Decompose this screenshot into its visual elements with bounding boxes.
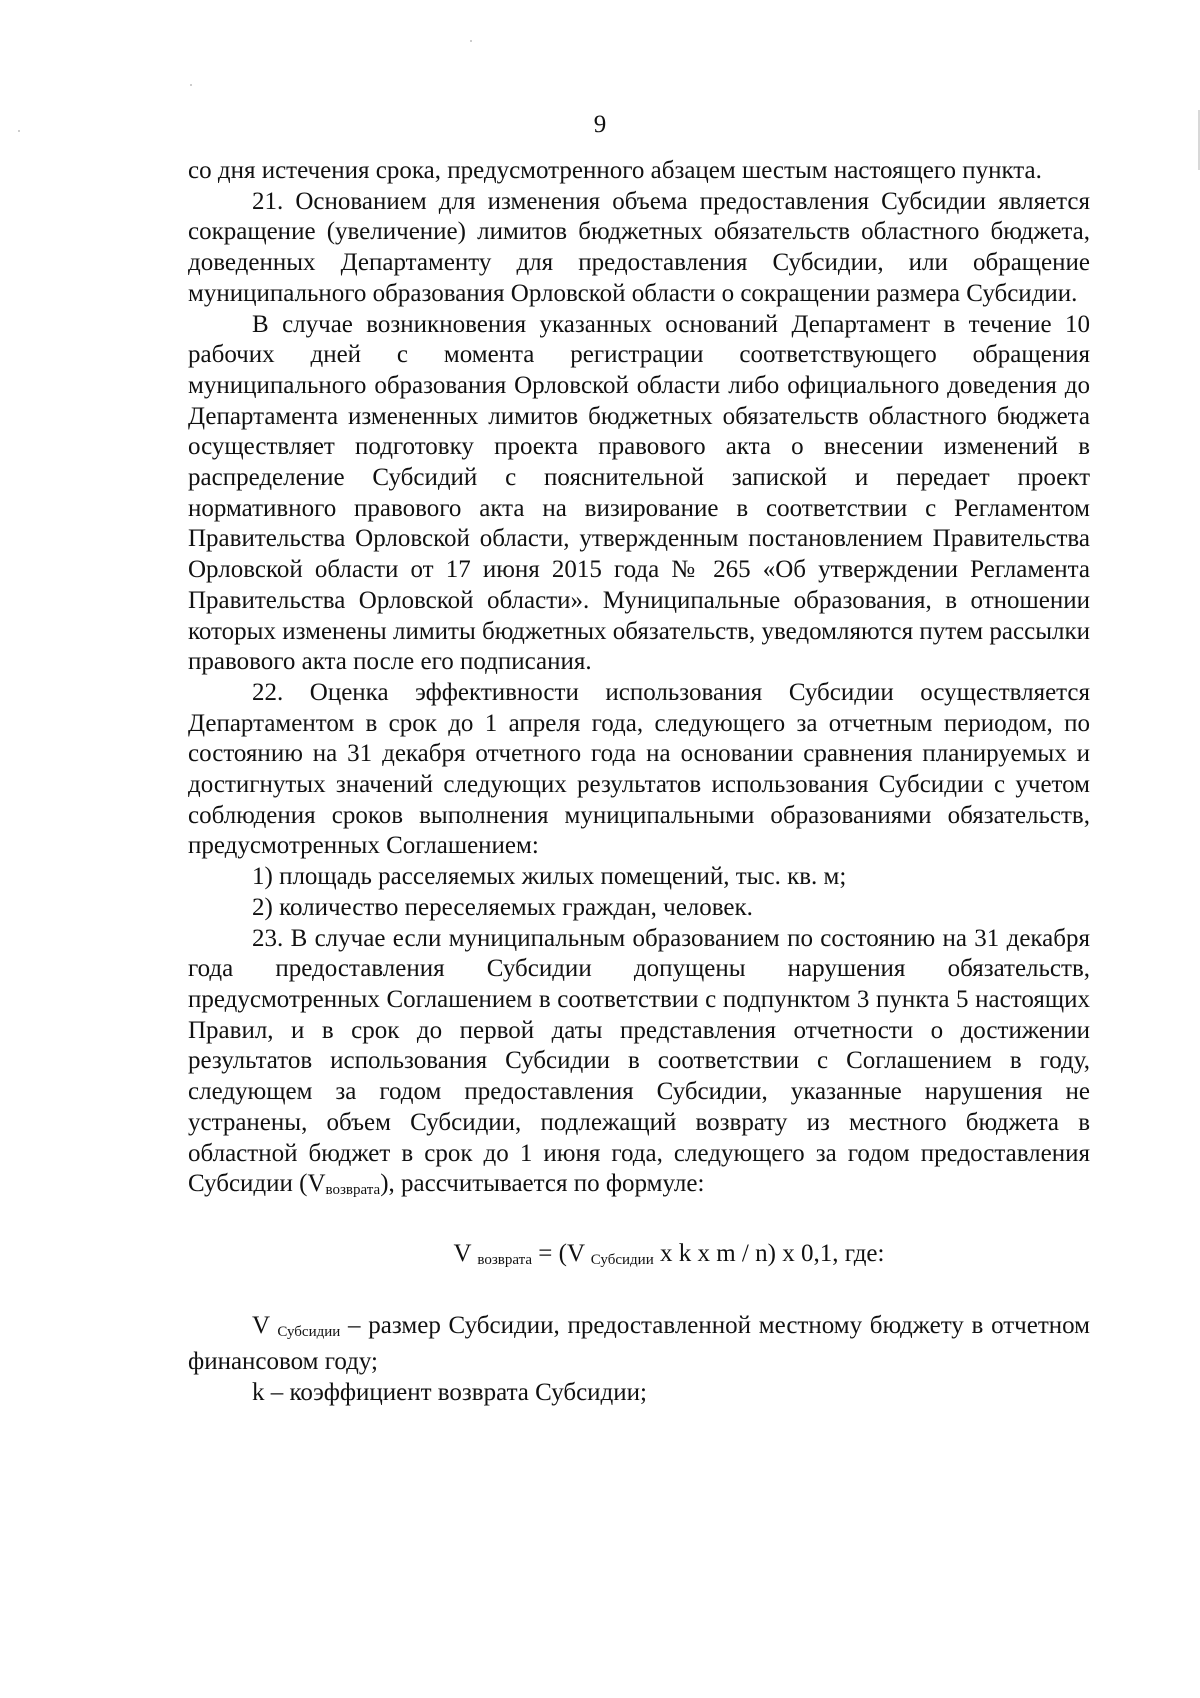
paragraph-23-tail: ), рассчитывается по формуле: bbox=[380, 1170, 705, 1198]
definition-v-text: – размер Субсидии, предоставленной местному бюджету в отчетном финансовом году; bbox=[188, 1311, 1090, 1376]
paragraph-21-second: В случае возникновения указанных оснований Департамент в течение 10 рабочих дней с момента регистрации соответствующего обращения муниципального образования Орловской области либо официального доведения до Департамента измененных лимитов бюджетных обязательств областного бюджета осуществляет подготовку проекта правового акта о внесении изменений в распределение Субсидий с пояснительной запиской и передает проект нормативного правового акта на визирование в соответствии с Регламентом Правительства Орловской области, утвержденным постановлением Правительства Орловской области от 17 июня 2015 года № 265 «Об утверждении Регламента Правительства Орловской области». Муниципальные образования, в отношении которых изменены лимиты бюджетных обязательств, уведомляются путем рассылки правового акта после его подписания. bbox=[188, 310, 1090, 676]
definition-v-subsidy bbox=[188, 1311, 1090, 1378]
page-number: 9 bbox=[593, 111, 607, 138]
paragraph-22: 22. Оценка эффективности использования Субсидии осуществляется Департаментом в срок до 1 апреля года, следующего за отчетным периодом, по состоянию на 31 декабря отчетного года на основании сравнения планируемых и достигнутых значений следующих результатов использования Субсидии с учетом соблюдения сроков выполнения муниципальными образованиями обязательств, предусмотренных Соглашением: bbox=[188, 678, 1090, 860]
paragraph-22-item-2: 2) количество переселяемых граждан, человек. bbox=[252, 893, 753, 921]
formula-eq-open: = (V bbox=[532, 1239, 591, 1267]
scan-speck bbox=[470, 40, 472, 42]
formula-rest: x k x m / n) x 0,1, где: bbox=[653, 1239, 885, 1267]
document-body bbox=[188, 156, 1090, 1409]
return-formula bbox=[188, 1239, 1090, 1276]
formula-sub-return: возврата bbox=[477, 1251, 533, 1268]
paragraph-continuation: со дня истечения срока, предусмотренного абзацем шестым настоящего пункта. bbox=[188, 157, 1042, 184]
paragraph-22-item-1: 1) площадь расселяемых жилых помещений, тыс. кв. м; bbox=[252, 863, 847, 891]
scan-speck bbox=[190, 84, 192, 86]
paragraph-23-text: 23. В случае если муниципальным образованием по состоянию на 31 декабря года предоставления Субсидии допущены нарушения обязательств, предусмотренных Соглашением в соответствии с подпунктом 3 пункта 5 настоящих Правил, и в срок до первой даты представления отчетности о достижении результатов использования Субсидии в соответствии с Соглашением в году, следующем за годом предоставления Субсидии, указанные нарушения не устранены, объем Субсидии, подлежащий возврату из местного бюджета в областной бюджет в срок до 1 июня года, следующего за годом предоставления Субсидии (V bbox=[188, 924, 1090, 1198]
formula-sub-subsidy: Субсидии bbox=[590, 1251, 654, 1268]
paragraph-23-subscript: возврата bbox=[325, 1182, 381, 1199]
paragraph-21: 21. Основанием для изменения объема предоставления Субсидии является сокращение (увеличение) лимитов бюджетных обязательств областного бюджета, доведенных Департаменту для предоставления Субсидии, или обращение муниципального образования Орловской области о сокращении размера Субсидии. bbox=[188, 187, 1090, 307]
formula-v: V bbox=[453, 1239, 478, 1267]
definition-k: k – коэффициент возврата Субсидии; bbox=[252, 1379, 647, 1407]
paragraph-23 bbox=[188, 924, 1090, 1206]
definition-v: V bbox=[252, 1311, 278, 1339]
definition-v-subscript: Субсидии bbox=[277, 1323, 341, 1340]
